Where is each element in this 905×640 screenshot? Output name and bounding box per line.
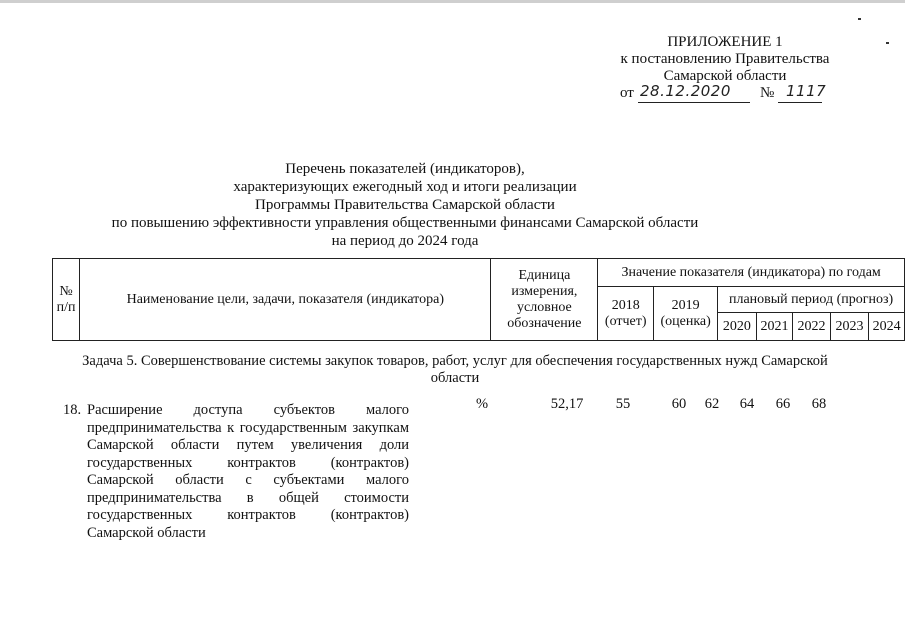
appendix-line-2: Самарской области	[663, 68, 787, 84]
year-2020-header: 2020	[718, 313, 757, 341]
col-values-group-header: Значение показателя (индикатора) по годам	[598, 259, 905, 287]
col-2018-header	[598, 287, 654, 341]
number-value: 1117	[786, 82, 827, 100]
date-prefix: от	[620, 85, 634, 101]
title-line: Программы Правительства Самарской области	[255, 197, 555, 213]
number-prefix: №	[760, 85, 775, 101]
date-value: 28.12.2020	[640, 82, 731, 100]
number-underline	[778, 102, 822, 103]
col-num-header: № п/п	[53, 259, 80, 341]
title-line: по повышению эффективности управления общественными финансами Самарской области	[111, 215, 699, 231]
scan-speck	[886, 42, 889, 44]
value-2021: 62	[704, 396, 720, 412]
indicators-table-header	[52, 258, 905, 341]
col-name-header: Наименование цели, задачи, показателя (индикатора)	[80, 259, 491, 341]
scan-speck	[858, 18, 861, 20]
row-number: 18.	[63, 402, 82, 418]
title-line: на период до 2024 года	[331, 233, 479, 249]
value-2020: 60	[671, 396, 687, 412]
document-title	[80, 160, 730, 250]
title-line: Перечень показателей (индикаторов),	[285, 161, 525, 177]
appendix-header	[590, 34, 860, 105]
value-2019: 55	[615, 396, 631, 412]
col-2019-header	[654, 287, 718, 341]
year-2023-header: 2023	[830, 313, 869, 341]
indicator-name: Расширение доступа субъектов малого предпринимательства к государственным закупкам Самарской области путем увеличения доли государственных контрактов (контрактов) Самарской области с субъектами малого предпринимательства в общей стоимости государственных контрактов (контрактов) Самарской области	[87, 402, 409, 541]
scan-top-edge	[0, 0, 905, 3]
title-line: характеризующих ежегодный ход и итоги реализации	[233, 179, 577, 195]
appendix-title: ПРИЛОЖЕНИЕ 1	[667, 34, 783, 50]
appendix-date-line	[590, 82, 860, 105]
value-2018: 52,17	[550, 396, 584, 412]
planned-period-header: плановый период (прогноз)	[718, 287, 905, 313]
value-2023: 66	[775, 396, 791, 412]
year-2019: 2019	[671, 297, 700, 313]
value-2024: 68	[811, 396, 827, 412]
year-2018: 2018	[611, 297, 640, 313]
appendix-line-1: к постановлению Правительства	[620, 51, 830, 67]
year-2021-header: 2021	[756, 313, 793, 341]
task-heading: Задача 5. Совершенствование системы закупок товаров, работ, услуг для обеспечения государственных нужд Самарской области	[82, 353, 828, 386]
col-unit-header: Единица измерения, условное обозначение	[491, 259, 598, 341]
year-2018-note: (отчет)	[604, 313, 647, 329]
year-2024-header: 2024	[869, 313, 905, 341]
value-2022: 64	[739, 396, 755, 412]
year-2019-note: (оценка)	[660, 313, 711, 329]
indicator-unit: %	[475, 396, 489, 412]
date-underline	[638, 102, 750, 103]
year-2022-header: 2022	[793, 313, 831, 341]
